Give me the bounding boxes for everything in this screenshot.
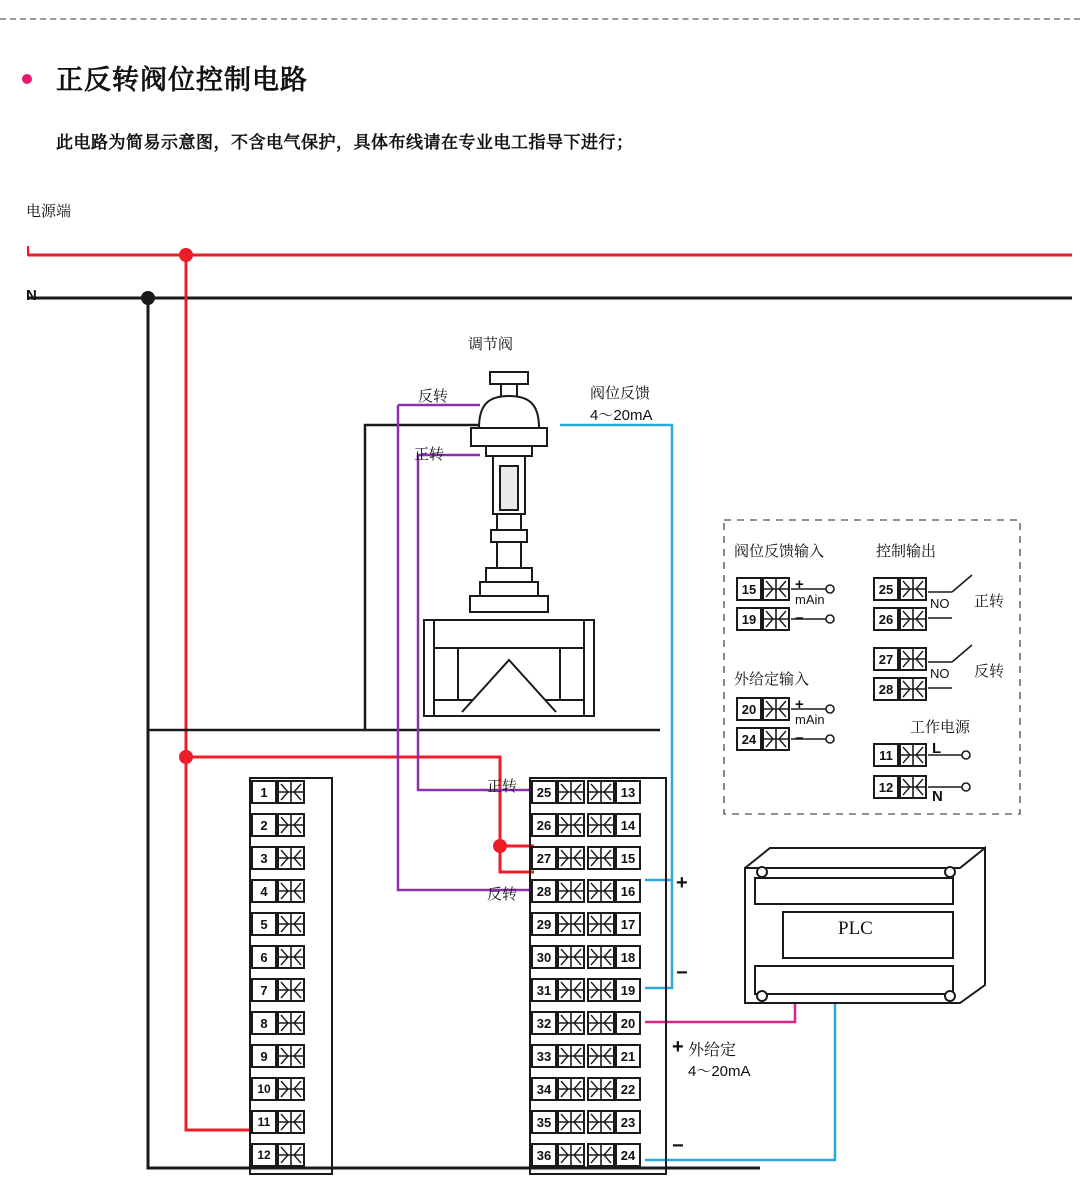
panel-term-11: 11	[879, 748, 893, 763]
reverse-top-label: 反转	[418, 388, 449, 405]
term-right-21: 21	[620, 1049, 636, 1064]
term-mid-25: 25	[536, 785, 552, 800]
panel-sign-24: −	[795, 730, 804, 747]
panel-note-mAin-1: mAin	[795, 592, 825, 607]
plc-label: PLC	[838, 918, 873, 939]
term-mid-35: 35	[536, 1115, 552, 1130]
term-left-4: 4	[260, 884, 268, 899]
term-left-10: 10	[257, 1082, 271, 1096]
term-mid-36: 36	[536, 1148, 552, 1163]
term-left-12: 12	[257, 1148, 271, 1162]
term-mid-34: 34	[536, 1082, 552, 1097]
forward-mid-label: 正转	[487, 778, 518, 795]
term-mid-31: 31	[536, 983, 552, 998]
panel-title-working-power: 工作电源	[910, 719, 971, 736]
ext-setpoint-range-label: 4～20mA	[688, 1063, 751, 1080]
panel-term-20: 20	[741, 702, 757, 717]
panel-sign-N: N	[932, 788, 943, 805]
page-subtitle: 此电路为简易示意图，不含电气保护，具体布线请在专业电工指导下进行；	[56, 133, 634, 152]
setpoint-plus-sign: +	[672, 1036, 684, 1058]
valve-label: 调节阀	[468, 336, 514, 353]
panel-sign-20: +	[795, 696, 804, 713]
term-right-22: 22	[620, 1082, 636, 1097]
term-right-18: 18	[620, 950, 636, 965]
panel-term-15: 15	[741, 582, 757, 597]
feedback-minus-sign: −	[676, 962, 688, 984]
panel-sign-15: +	[795, 576, 804, 593]
term-right-15: 15	[620, 851, 636, 866]
forward-top-label: 正转	[414, 446, 445, 463]
term-left-8: 8	[260, 1016, 268, 1031]
term-right-19: 19	[620, 983, 636, 998]
panel-term-27: 27	[878, 652, 894, 667]
panel-term-28: 28	[878, 682, 894, 697]
term-mid-27: 27	[536, 851, 552, 866]
term-right-17: 17	[620, 917, 636, 932]
setpoint-minus-sign: −	[672, 1135, 684, 1157]
term-right-23: 23	[620, 1115, 636, 1130]
term-right-24: 24	[620, 1148, 636, 1163]
term-left-2: 2	[260, 818, 268, 833]
ext-setpoint-label: 外给定	[688, 1042, 737, 1059]
panel-title-control-output: 控制输出	[876, 543, 937, 560]
panel-note-mAin-2: mAin	[795, 712, 825, 727]
panel-sign-L: L	[932, 740, 942, 757]
power-source-label: 电源端	[26, 203, 72, 220]
panel-sign-19: −	[795, 610, 804, 627]
term-mid-32: 32	[536, 1016, 552, 1031]
term-left-3: 3	[260, 851, 268, 866]
panel-sign-no-reverse: NO	[930, 666, 950, 681]
page-title: 正反转阀位控制电路	[56, 65, 308, 95]
panel-sign-no-forward: NO	[930, 596, 950, 611]
panel-term-12: 12	[878, 780, 894, 795]
term-left-9: 9	[260, 1049, 268, 1064]
term-mid-30: 30	[536, 950, 552, 965]
panel-term-24: 24	[741, 732, 757, 747]
term-mid-33: 33	[536, 1049, 552, 1064]
panel-term-26: 26	[878, 612, 894, 627]
term-left-1: 1	[260, 785, 268, 800]
line-L-label: L	[26, 243, 36, 260]
term-mid-29: 29	[536, 917, 552, 932]
line-N-label: N	[26, 287, 37, 304]
term-right-20: 20	[620, 1016, 636, 1031]
term-left-6: 6	[260, 950, 268, 965]
term-left-5: 5	[260, 917, 268, 932]
term-right-13: 13	[620, 785, 636, 800]
term-left-7: 7	[260, 983, 268, 998]
term-left-11: 11	[257, 1115, 271, 1129]
reverse-mid-label: 反转	[487, 886, 518, 903]
term-mid-28: 28	[536, 884, 552, 899]
panel-note-reverse: 反转	[974, 663, 1005, 680]
panel-title-valve-feedback-input: 阀位反馈输入	[734, 543, 825, 560]
term-right-14: 14	[620, 818, 636, 833]
term-mid-26: 26	[536, 818, 552, 833]
panel-term-25: 25	[878, 582, 894, 597]
valve-feedback-range-label: 4～20mA	[590, 407, 653, 424]
valve-feedback-label: 阀位反馈	[590, 385, 651, 402]
panel-note-forward: 正转	[974, 593, 1005, 610]
feedback-plus-sign: +	[676, 872, 688, 894]
term-right-16: 16	[620, 884, 636, 899]
panel-title-external-setpoint-input: 外给定输入	[734, 671, 810, 688]
panel-term-19: 19	[741, 612, 757, 627]
